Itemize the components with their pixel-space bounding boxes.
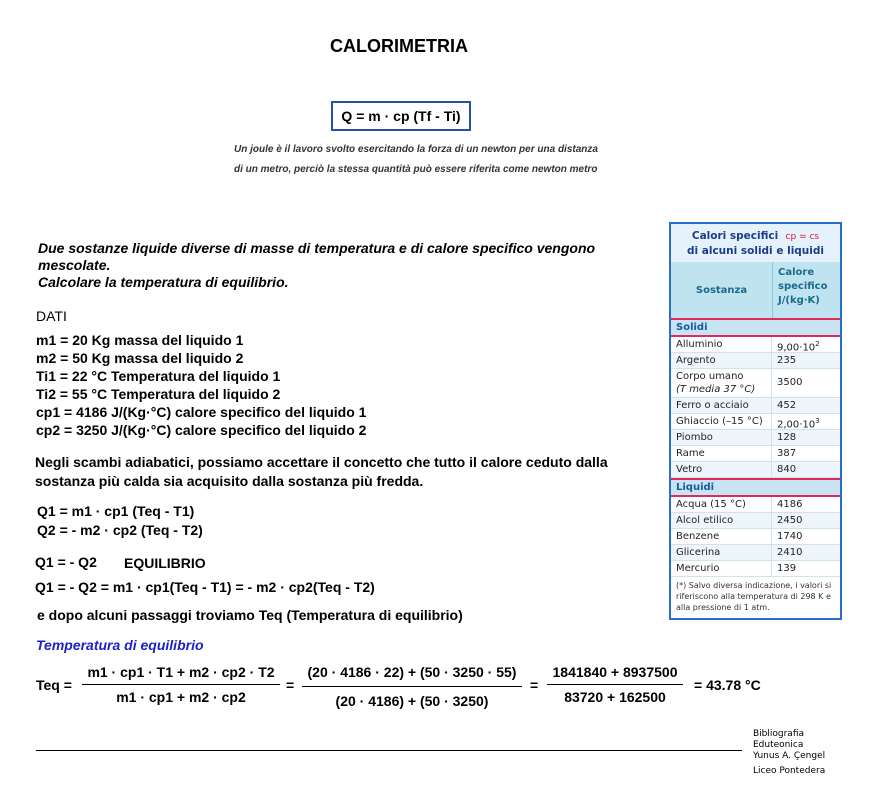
main-formula-box: Q = m · cp (Tf - Ti) bbox=[331, 101, 471, 131]
substance-name: Mercurio bbox=[671, 561, 772, 576]
table-row bbox=[671, 353, 840, 369]
table-header-row bbox=[671, 262, 840, 320]
specific-heat-value: 387 bbox=[777, 448, 797, 459]
teq-label: Teq = bbox=[36, 677, 72, 693]
joule-note-line: di un metro, perciò la stessa quantità può essere riferita come newton metro bbox=[234, 164, 598, 175]
column-header-line: J/(kg·K) bbox=[778, 295, 820, 306]
table-row bbox=[671, 513, 840, 529]
table-row bbox=[671, 398, 840, 414]
adiabatic-line: Negli scambi adiabatici, possiamo accettare il concetto che tutto il calore ceduto dalla bbox=[35, 454, 608, 470]
equilibrium-label: EQUILIBRIO bbox=[124, 555, 206, 571]
substance-name: Argento bbox=[671, 353, 772, 368]
dati-item: Ti1 = 22 °C Temperatura del liquido 1 bbox=[36, 368, 281, 384]
dati-heading: DATI bbox=[36, 308, 67, 324]
dati-list bbox=[36, 331, 366, 439]
substance-name: Acqua (15 °C) bbox=[671, 497, 772, 512]
column-header-line: specifico bbox=[778, 281, 828, 292]
bibliography-line: Liceo Pontedera bbox=[753, 766, 826, 776]
specific-heat-value: 4186 bbox=[777, 499, 803, 510]
specific-heat-value: 1740 bbox=[777, 531, 803, 542]
substance-name: Piombo bbox=[671, 430, 772, 445]
table-row bbox=[671, 497, 840, 513]
problem-line: Due sostanze liquide diverse di masse di temperatura e di calore specifico vengono bbox=[38, 240, 596, 256]
table-title-main: Calori specifici bbox=[691, 230, 779, 242]
table-row bbox=[671, 446, 840, 462]
table-row bbox=[671, 529, 840, 545]
substance-name: Ferro o acciaio bbox=[671, 398, 772, 413]
fraction-symbolic bbox=[82, 664, 280, 705]
equals-sign: = bbox=[530, 677, 539, 693]
combined-equation: Q1 = - Q2 = m1 · cp1(Teq - T1) = - m2 · cp2(Teq - T2) bbox=[35, 579, 375, 595]
problem-statement bbox=[38, 240, 595, 291]
problem-line: Calcolare la temperatura di equilibrio. bbox=[38, 274, 289, 290]
dati-item: cp2 = 3250 J/(Kg·°C) calore specifico del liquido 2 bbox=[36, 422, 367, 438]
specific-heat-value: 139 bbox=[777, 563, 797, 574]
table-row bbox=[671, 337, 840, 353]
joule-note-line: Un joule è il lavoro svolto esercitando la forza di un newton per una distanza bbox=[234, 144, 598, 155]
q2-equation: Q2 = - m2 · cp2 (Teq - T2) bbox=[37, 522, 203, 538]
substance-name: Vetro bbox=[671, 462, 772, 477]
footer-divider bbox=[36, 750, 742, 751]
dati-item: Ti2 = 55 °C Temperatura del liquido 2 bbox=[36, 386, 281, 402]
column-header-specific-heat bbox=[773, 262, 840, 318]
bibliography-line: Eduteonica bbox=[753, 740, 804, 750]
dati-item: cp1 = 4186 J/(Kg·°C) calore specifico del liquido 1 bbox=[36, 404, 367, 420]
table-row bbox=[671, 369, 840, 398]
substance-name: Rame bbox=[671, 446, 772, 461]
fraction-denominator: m1 · cp1 + m2 · cp2 bbox=[116, 689, 246, 705]
substance-name: Ghiaccio (–15 °C) bbox=[671, 414, 772, 429]
section-solids: Solidi bbox=[671, 320, 840, 337]
fraction-numerator: m1 · cp1 · T1 + m2 · cp2 · T2 bbox=[87, 664, 275, 680]
fraction-bar bbox=[82, 684, 280, 685]
table-row bbox=[671, 414, 840, 430]
adiabatic-line: sostanza più calda sia acquisito dalla sostanza più fredda. bbox=[35, 473, 424, 489]
result-value: = 43.78 °C bbox=[694, 677, 761, 693]
substance-name: Alluminio bbox=[671, 337, 772, 352]
specific-heat-value: 2450 bbox=[777, 515, 803, 526]
table-row bbox=[671, 561, 840, 577]
fraction-computed bbox=[547, 664, 683, 705]
specific-heat-value: $2,00\cdot 10^3$ bbox=[777, 417, 820, 431]
substance-name: Corpo umano (T media 37 °C) bbox=[671, 369, 772, 397]
fraction-denominator: 83720 + 162500 bbox=[564, 689, 666, 705]
dati-item: m2 = 50 Kg massa del liquido 2 bbox=[36, 350, 244, 366]
teq-title: Temperatura di equilibrio bbox=[36, 637, 204, 653]
table-row bbox=[671, 545, 840, 561]
substance-name: Alcol etilico bbox=[671, 513, 772, 528]
bibliography-line: Yunus A. Çengel bbox=[753, 751, 826, 761]
substance-name: Glicerina bbox=[671, 545, 772, 560]
table-row bbox=[671, 462, 840, 478]
equals-sign: = bbox=[286, 677, 295, 693]
page-title: CALORIMETRIA bbox=[330, 36, 468, 56]
specific-heat-value: 2410 bbox=[777, 547, 803, 558]
column-header-line: Calore bbox=[778, 267, 815, 278]
table-row bbox=[671, 430, 840, 446]
specific-heat-table bbox=[669, 222, 842, 620]
specific-heat-value: 128 bbox=[777, 432, 797, 443]
section-liquids: Liquidi bbox=[671, 478, 840, 497]
fraction-numerator: (20 · 4186 · 22) + (50 · 3250 · 55) bbox=[307, 664, 517, 680]
q1-equation: Q1 = m1 · cp1 (Teq - T1) bbox=[37, 503, 195, 519]
steps-text: e dopo alcuni passaggi troviamo Teq (Temperatura di equilibrio) bbox=[37, 607, 463, 623]
specific-heat-value: 3500 bbox=[777, 377, 803, 388]
table-title-sub: di alcuni solidi e liquidi bbox=[687, 245, 824, 257]
table-title bbox=[671, 224, 840, 262]
bibliography-line: Bibliografia bbox=[753, 729, 805, 739]
specific-heat-value: 235 bbox=[777, 355, 797, 366]
specific-heat-value: 452 bbox=[777, 400, 797, 411]
liquids-rows bbox=[671, 497, 840, 577]
table-footnote: (*) Salvo diversa indicazione, i valori si riferiscono alla temperatura di 298 K e alla pressione di 1 atm. bbox=[676, 581, 832, 612]
bibliography bbox=[753, 729, 825, 777]
fraction-bar bbox=[302, 686, 522, 687]
equilibrium-equation: Q1 = - Q2 bbox=[35, 554, 97, 570]
specific-heat-value: 840 bbox=[777, 464, 797, 475]
dati-item: m1 = 20 Kg massa del liquido 1 bbox=[36, 332, 244, 348]
fraction-numeric bbox=[302, 664, 522, 709]
adiabatic-text bbox=[35, 453, 608, 491]
column-header-substance: Sostanza bbox=[671, 262, 773, 318]
fraction-denominator: (20 · 4186) + (50 · 3250) bbox=[335, 693, 489, 709]
solids-rows bbox=[671, 337, 840, 478]
specific-heat-value: $9,00\cdot 10^2$ bbox=[777, 340, 820, 354]
fraction-numerator: 1841840 + 8937500 bbox=[552, 664, 678, 680]
substance-name: Benzene bbox=[671, 529, 772, 544]
fraction-bar bbox=[547, 684, 683, 685]
table-title-symbol: cp = cs bbox=[785, 232, 820, 242]
problem-line: mescolate. bbox=[38, 257, 111, 273]
